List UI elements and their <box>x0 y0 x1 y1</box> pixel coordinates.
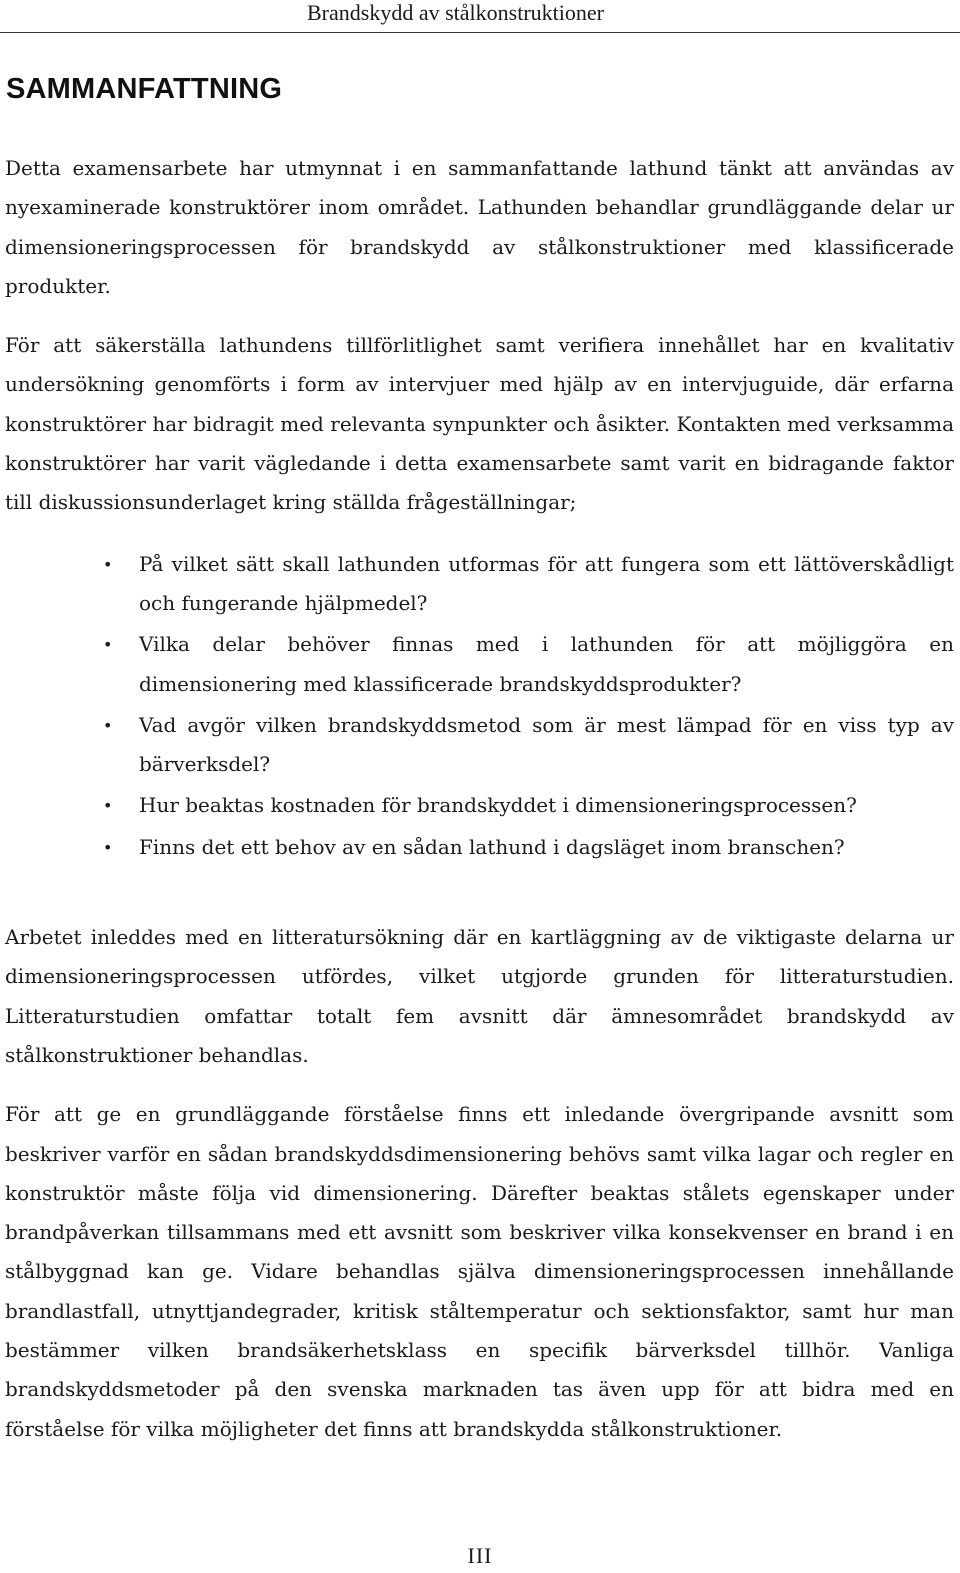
main-content <box>5 149 954 1449</box>
question-text: Vad avgör vilken brandskyddsmetod som är mest lämpad för en viss typ av bärverksdel? <box>139 712 954 777</box>
question-text: Finns det ett behov av en sådan lathund i dagsläget inom branschen? <box>139 834 845 859</box>
question-text: Vilka delar behöver finnas med i lathunden för att möjliggöra en dimensionering med klassificerade brandskyddsprodukter? <box>139 632 954 696</box>
running-header-title: Brandskydd av stålkonstruktioner <box>307 0 604 25</box>
bullet-icon: • <box>103 837 113 857</box>
list-item <box>5 625 954 704</box>
paragraph-intro: Detta examensarbete har utmynnat i en sammanfattande lathund tänkt att användas av nyexaminerade konstruktörer inom området. Lathunden behandlar grundläggande delar ur dimensioneringsprocessen för brandskydd av stålkonstruktioner med klassificerade produkter. <box>5 156 954 298</box>
question-list <box>5 545 954 867</box>
page-title: SAMMANFATTNING <box>6 73 283 105</box>
running-header <box>0 0 960 33</box>
bullet-icon: • <box>103 796 113 816</box>
bullet-icon: • <box>103 554 113 574</box>
list-item <box>5 786 954 825</box>
bullet-icon: • <box>103 715 113 735</box>
paragraph-literature: Arbetet inleddes med en litteratursökning där en kartläggning av de viktigaste delarna ur dimensioneringsprocessen utfördes, vilket utgjorde grunden för litteraturstudien. Litteraturstudien omfattar totalt fem avsnitt där ämnesområdet brandskydd av stålkonstruktioner behandlas. <box>5 925 954 1067</box>
list-item <box>5 706 954 785</box>
paragraph-structure: För att ge en grundläggande förståelse finns ett inledande övergripande avsnitt som beskriver varför en sådan brandskyddsdimensionering behövs samt vilka lagar och regler en konstruktör måste följa vid dimensionering. Därefter beaktas stålets egenskaper under brandpåverkan tillsammans med ett avsnitt som beskriver vilka konsekvenser en brand i en stålbyggnad kan ge. Vidare behandlas själva dimensioneringsprocessen innehållande brandlastfall, utnyttjandegrader, kritisk ståltemperatur och sektionsfaktor, samt hur man bestämmer vilken brandsäkerhetsklass en specifik bärverksdel tillhör. Vanliga brandskyddsmetoder på den svenska marknaden tas även upp för att bidra med en förståelse för vilka möjligheter det finns att brandskydda stålkonstruktioner. <box>5 1102 954 1441</box>
paragraph-method: För att säkerställa lathundens tillförlitlighet samt verifiera innehållet har en kvalitativ undersökning genomförts i form av intervjuer med hjälp av en intervjuguide, där erfarna konstruktörer har bidragit med relevanta synpunkter och åsikter. Kontakten med verksamma konstruktörer har varit vägledande i detta examensarbete samt varit en bidragande faktor till diskussionsunderlaget kring ställda frågeställningar; <box>5 333 954 515</box>
bullet-icon: • <box>103 635 113 655</box>
question-text: På vilket sätt skall lathunden utformas för att fungera som ett lättöverskådligt och fungerande hjälpmedel? <box>139 551 954 615</box>
question-text: Hur beaktas kostnaden för brandskyddet i dimensioneringsprocessen? <box>139 793 857 818</box>
list-item <box>5 828 954 867</box>
page-number: III <box>467 1543 493 1568</box>
list-item <box>5 545 954 624</box>
